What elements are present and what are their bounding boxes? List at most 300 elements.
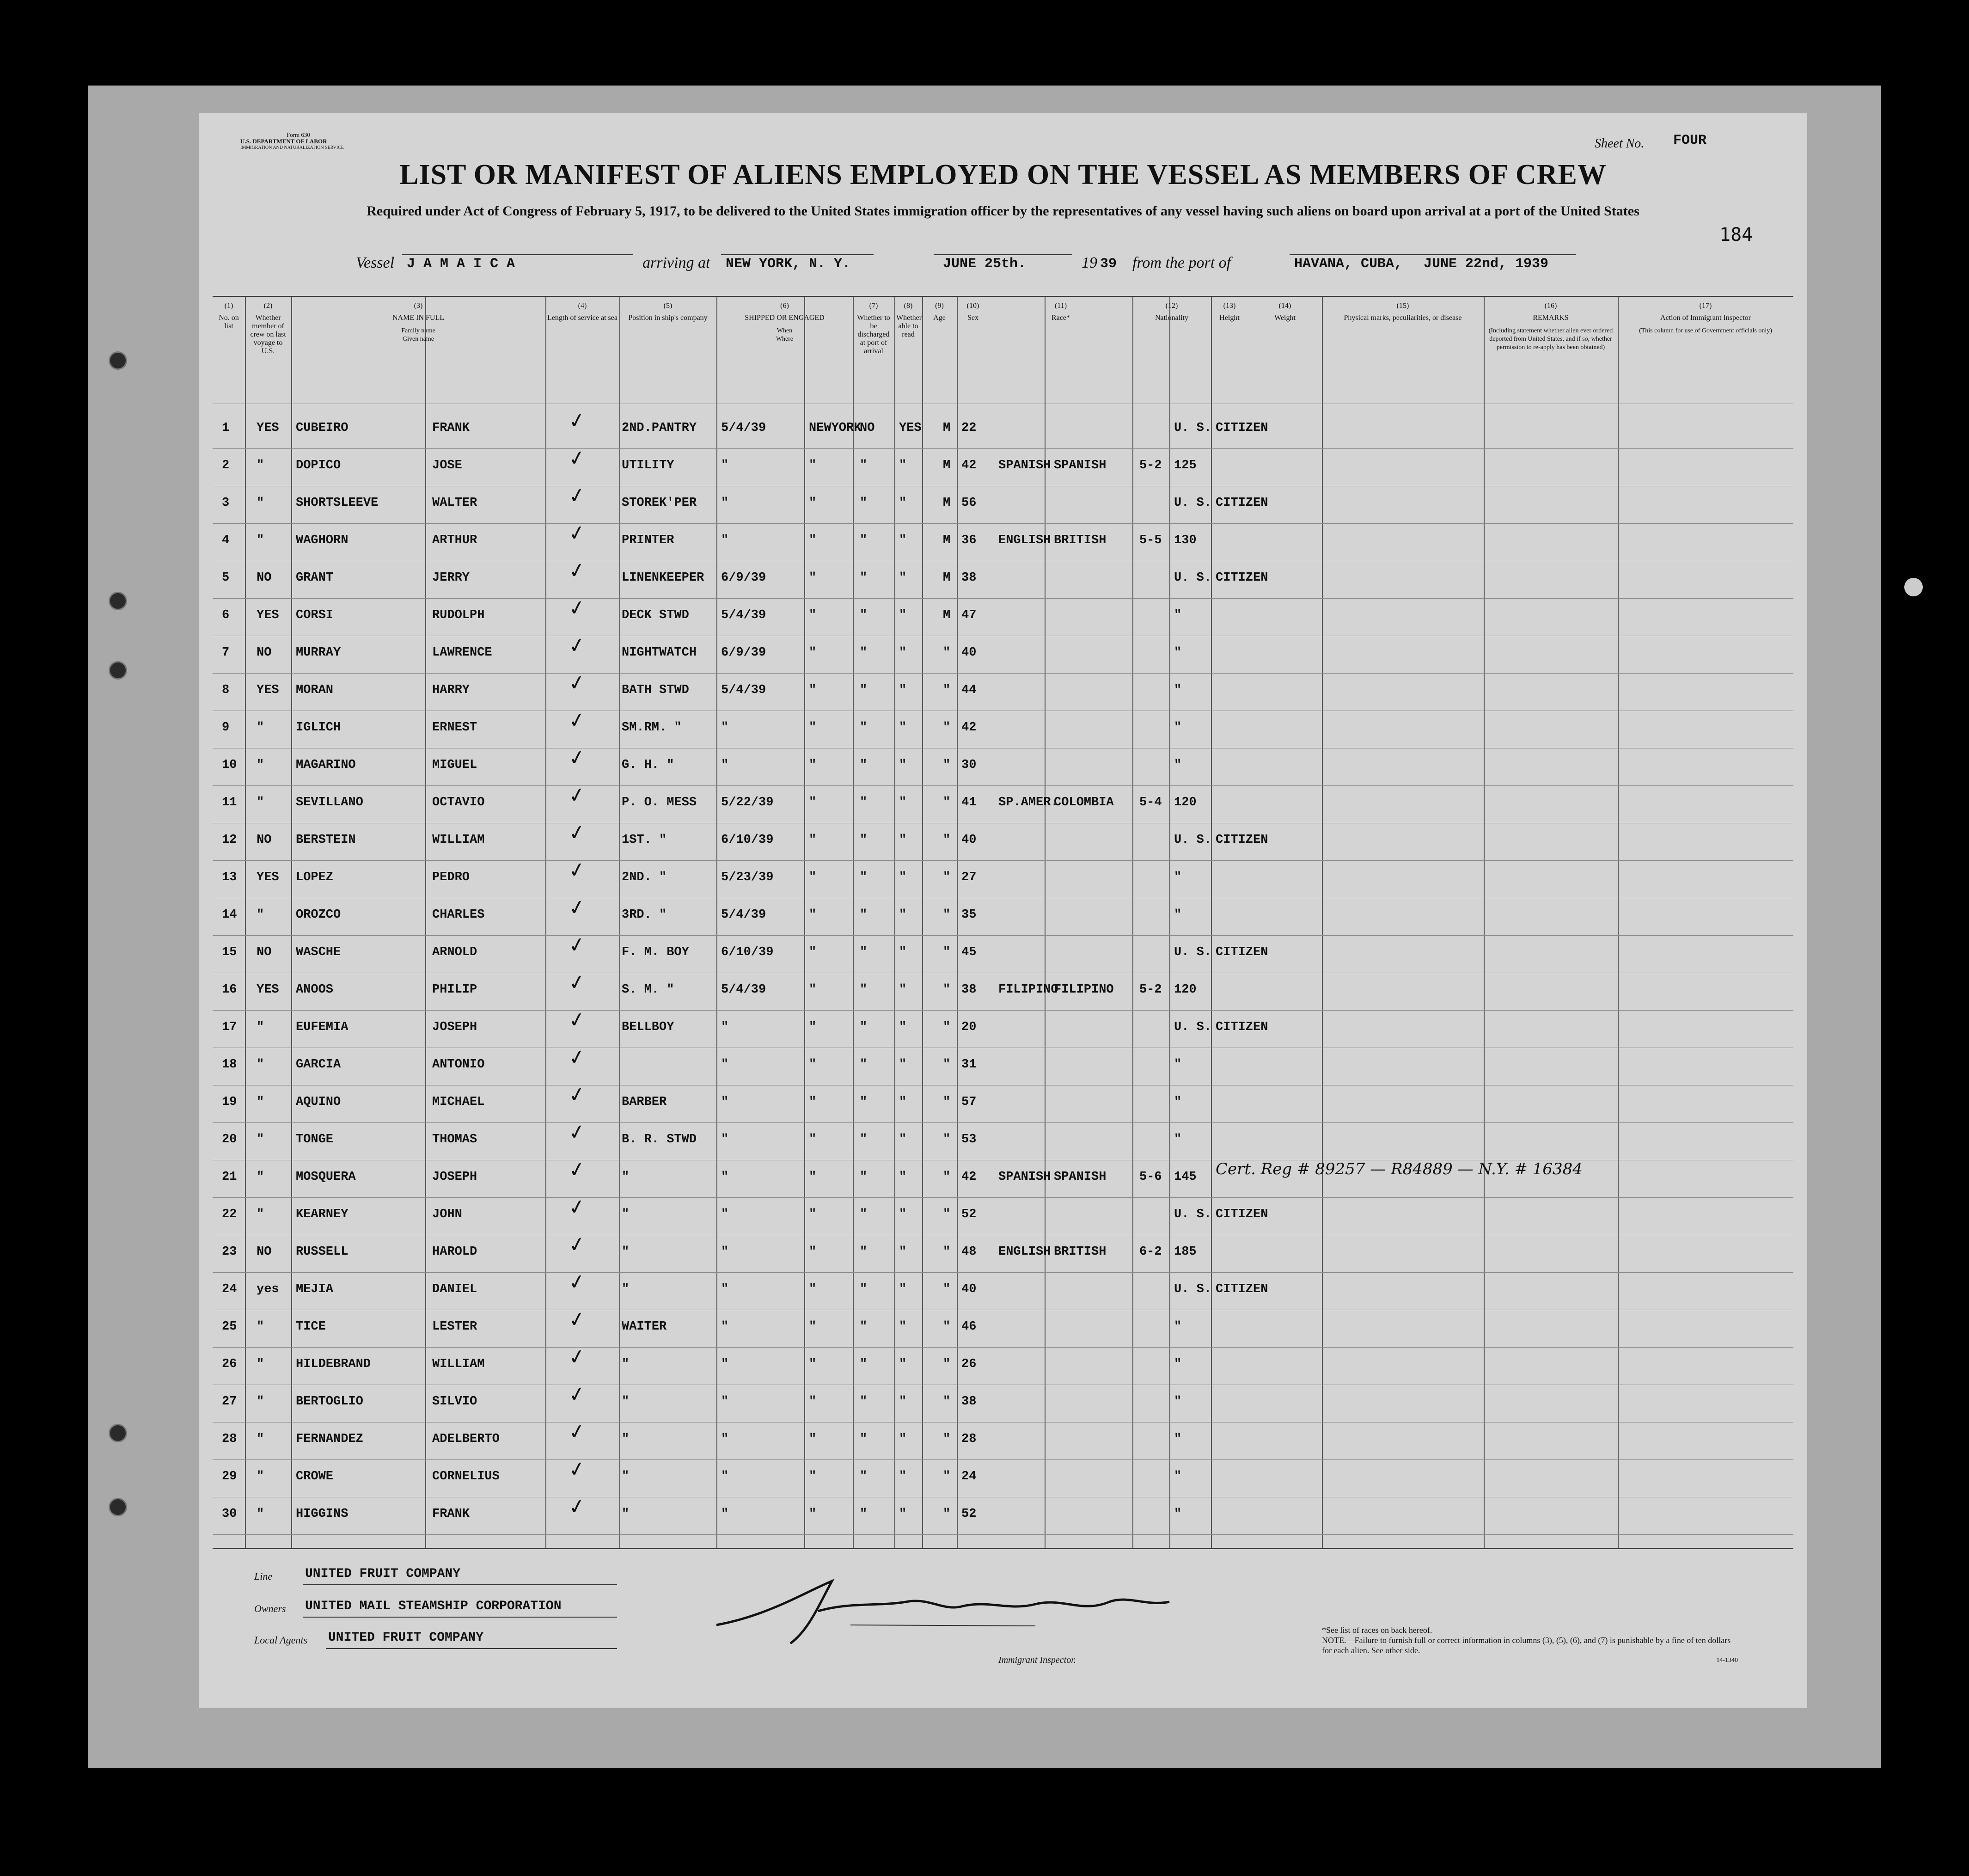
cell-prev: " [257, 1058, 264, 1072]
column-sublabel: Where [776, 336, 794, 343]
cell-age: 52 [961, 1208, 977, 1221]
cell-read: " [899, 646, 907, 660]
cell-disch: " [860, 983, 868, 997]
cell-prev: " [257, 496, 264, 510]
column-label: Nationality [1155, 314, 1188, 322]
cell-nat: SPANISH [1054, 1170, 1107, 1184]
cell-family: WAGHORN [296, 533, 349, 547]
cell-when: " [721, 1245, 729, 1259]
cell-no: 30 [222, 1507, 237, 1521]
cell-when: 5/4/39 [721, 983, 766, 997]
cell-sex: " [943, 758, 951, 772]
cell-read: " [899, 1357, 907, 1371]
punch-hole [109, 351, 127, 370]
cell-family: LOPEZ [296, 871, 334, 884]
cell-read: " [899, 608, 907, 622]
cell-prev: " [257, 796, 264, 809]
cell-disch: " [860, 1133, 868, 1146]
cell-weight: " [1174, 1133, 1182, 1146]
cell-age: 40 [961, 833, 977, 847]
table-row [213, 1194, 1793, 1237]
cell-sex: M [943, 571, 951, 585]
cell-weight: U. S. [1174, 1020, 1212, 1034]
column-number: (9) [935, 302, 944, 310]
cell-no: 10 [222, 758, 237, 772]
column-number: (1) [224, 302, 233, 310]
cell-prev: YES [257, 608, 279, 622]
cell-prev: " [257, 1320, 264, 1334]
cell-read: " [899, 459, 907, 472]
cell-disch: " [860, 533, 868, 547]
column-label: Age [933, 314, 946, 322]
column-label: Whether to be discharged at port of arrival [857, 314, 890, 355]
table-row [213, 782, 1793, 825]
column-label: Position in ship's company [628, 314, 708, 322]
cell-family: OROZCO [296, 908, 341, 922]
cell-where: " [809, 683, 817, 697]
cell-no: 22 [222, 1208, 237, 1221]
cell-given: MICHAEL [432, 1095, 485, 1109]
cell-no: 12 [222, 833, 237, 847]
table-row [213, 670, 1793, 712]
footer [213, 1565, 1793, 1704]
cell-sex: " [943, 646, 951, 660]
cell-where: " [809, 608, 817, 622]
cell-where: " [809, 646, 817, 660]
cell-where: " [809, 496, 817, 510]
cell-race: ENGLISH [998, 533, 1051, 547]
cell-read: " [899, 1245, 907, 1259]
cell-where: " [809, 871, 817, 884]
check-mark-icon: ✓ [566, 1381, 588, 1408]
table-row [213, 1082, 1793, 1124]
table-row [213, 895, 1793, 937]
column-number: (2) [263, 302, 273, 310]
cell-family: IGLICH [296, 721, 341, 735]
cell-prev: " [257, 1170, 264, 1184]
agents-label: Local Agents [254, 1634, 308, 1646]
cell-given: DANIEL [432, 1282, 477, 1296]
cell-marks: CITIZEN [1216, 571, 1268, 585]
check-mark-icon: ✓ [566, 1344, 588, 1370]
column-header [247, 302, 289, 356]
cell-no: 23 [222, 1245, 237, 1259]
cell-disch: " [860, 833, 868, 847]
column-sublabel: Given name [402, 336, 434, 343]
cell-weight: " [1174, 871, 1182, 884]
cell-age: 31 [961, 1058, 977, 1072]
cell-where: " [809, 945, 817, 959]
departure-date: JUNE 22nd, 1939 [1424, 256, 1549, 272]
cell-disch: " [860, 1320, 868, 1334]
table-row [213, 1456, 1793, 1499]
cell-prev: " [257, 1357, 264, 1371]
cell-where: " [809, 983, 817, 997]
cell-position: G. H. " [622, 758, 674, 772]
table-row [213, 1344, 1793, 1386]
cell-read: " [899, 1470, 907, 1484]
check-mark-icon: ✓ [566, 408, 588, 434]
cell-sex: " [943, 1058, 951, 1072]
cell-height: 5-2 [1139, 983, 1162, 997]
cell-sex: " [943, 1357, 951, 1371]
page-title: LIST OR MANIFEST OF ALIENS EMPLOYED ON THE VESSEL AS MEMBERS OF CREW [399, 159, 1607, 190]
cell-read: " [899, 1133, 907, 1146]
cell-given: SILVIO [432, 1395, 477, 1409]
cell-when: 5/4/39 [721, 683, 766, 697]
cell-no: 9 [222, 721, 230, 735]
cell-read: " [899, 1432, 907, 1446]
owners-value: UNITED MAIL STEAMSHIP CORPORATION [305, 1599, 562, 1613]
cell-weight: " [1174, 1470, 1182, 1484]
cell-given: WILLIAM [432, 1357, 485, 1371]
from-label: from the port of [1132, 254, 1231, 271]
cell-when: 5/4/39 [721, 421, 766, 435]
cell-read: " [899, 833, 907, 847]
cell-no: 21 [222, 1170, 237, 1184]
cell-position: BELLBOY [622, 1020, 674, 1034]
cell-disch: " [860, 1095, 868, 1109]
cell-prev: " [257, 1432, 264, 1446]
cell-sex: " [943, 1320, 951, 1334]
cell-given: JOHN [432, 1208, 462, 1221]
cell-marks: CITIZEN [1216, 1282, 1268, 1296]
cell-given: JOSEPH [432, 1170, 477, 1184]
column-header [718, 302, 851, 343]
cell-sex: " [943, 833, 951, 847]
cell-no: 28 [222, 1432, 237, 1446]
check-mark-icon: ✓ [566, 857, 588, 883]
cell-prev: YES [257, 683, 279, 697]
cell-no: 24 [222, 1282, 237, 1296]
cell-height: 5-2 [1139, 459, 1162, 472]
column-header [214, 302, 243, 331]
cell-disch: " [860, 459, 868, 472]
cell-family: AQUINO [296, 1095, 341, 1109]
cell-race: SPANISH [998, 1170, 1051, 1184]
table-row [213, 1232, 1793, 1274]
cell-no: 13 [222, 871, 237, 884]
cell-family: EUFEMIA [296, 1020, 349, 1034]
column-number: (8) [904, 302, 913, 310]
cell-read: " [899, 1507, 907, 1521]
cell-given: WALTER [432, 496, 477, 510]
arriving-port: NEW YORK, N. Y. [726, 256, 851, 272]
footer-notes [1322, 1625, 1738, 1666]
cell-where: " [809, 459, 817, 472]
cell-disch: " [860, 721, 868, 735]
penalty-note: NOTE.—Failure to furnish full or correct information in columns (3), (5), (6), and (7) is punishable by a fine of ten dollars for each alien. See other side. [1322, 1636, 1731, 1655]
sheet-value: FOUR [1673, 133, 1707, 148]
column-label: Length of service at sea [547, 314, 618, 322]
page-subtitle: Required under Act of Congress of February 5, 1917, to be delivered to the United States immigration officer by the representatives of any vessel having such aliens on board upon arrival at a port of the United States [367, 203, 1639, 219]
cell-sex: " [943, 1507, 951, 1521]
print-code: 14-1340 [1716, 1657, 1738, 1664]
sheet-label: Sheet No. [1595, 136, 1645, 151]
cell-where: " [809, 1058, 817, 1072]
cell-when: " [721, 1058, 729, 1072]
cell-weight: " [1174, 1357, 1182, 1371]
table-row [213, 1157, 1793, 1199]
cell-prev: NO [257, 945, 272, 959]
column-header [1620, 302, 1792, 335]
cell-sex: M [943, 608, 951, 622]
table-row [213, 1044, 1793, 1087]
cell-disch: " [860, 646, 868, 660]
column-label: Whether able to read [896, 314, 922, 338]
cell-position: WAITER [622, 1320, 667, 1334]
cell-age: 44 [961, 683, 977, 697]
cell-position: " [622, 1170, 630, 1184]
column-label: No. on list [219, 314, 239, 330]
cell-when: " [721, 758, 729, 772]
cell-given: LESTER [432, 1320, 477, 1334]
cell-weight: " [1174, 721, 1182, 735]
cell-weight: U. S. [1174, 571, 1212, 585]
cell-prev: " [257, 908, 264, 922]
cell-when: " [721, 1020, 729, 1034]
cell-where: " [809, 1133, 817, 1146]
cell-weight: 120 [1174, 796, 1197, 809]
cell-weight: 120 [1174, 983, 1197, 997]
cell-position: " [622, 1507, 630, 1521]
form-number: Form 630 [287, 131, 310, 138]
column-label: NAME IN FULL [392, 314, 444, 322]
check-mark-icon: ✓ [566, 595, 588, 621]
cell-age: 42 [961, 1170, 977, 1184]
cell-when: " [721, 1470, 729, 1484]
table-row [213, 520, 1793, 563]
cell-when: " [721, 1095, 729, 1109]
cell-race: FILIPINO [998, 983, 1058, 997]
cell-position: DECK STWD [622, 608, 689, 622]
cell-sex: M [943, 421, 951, 435]
cell-given: RUDOLPH [432, 608, 485, 622]
cell-given: HAROLD [432, 1245, 477, 1259]
column-number: (15) [1396, 302, 1409, 310]
column-label: Action of Immigrant Inspector [1660, 314, 1751, 322]
cell-disch: NO [860, 421, 875, 435]
table-row [213, 483, 1793, 525]
cell-height: 5-6 [1139, 1170, 1162, 1184]
check-mark-icon: ✓ [566, 932, 588, 958]
column-label: Sex [967, 314, 978, 322]
punch-hole [109, 661, 127, 680]
cell-when: " [721, 496, 729, 510]
column-number: (14) [1278, 302, 1291, 310]
cell-weight: " [1174, 1095, 1182, 1109]
table-row [213, 820, 1793, 862]
cell-given: FRANK [432, 421, 470, 435]
cell-family: KEARNEY [296, 1208, 349, 1221]
check-mark-icon: ✓ [566, 707, 588, 734]
cell-disch: " [860, 1470, 868, 1484]
cell-prev: " [257, 1020, 264, 1034]
cell-read: " [899, 1058, 907, 1072]
cell-no: 14 [222, 908, 237, 922]
cell-family: DOPICO [296, 459, 341, 472]
punch-hole [109, 1424, 127, 1442]
check-mark-icon: ✓ [566, 1232, 588, 1258]
cell-no: 26 [222, 1357, 237, 1371]
cell-prev: " [257, 758, 264, 772]
crew-table [213, 296, 1793, 1549]
voyage-line [199, 254, 1807, 282]
column-header [991, 302, 1131, 322]
column-header [1486, 302, 1616, 352]
table-row [213, 1494, 1793, 1536]
cell-prev: YES [257, 983, 279, 997]
check-mark-icon: ✓ [566, 1082, 588, 1108]
column-header [924, 302, 955, 322]
cell-position: UTILITY [622, 459, 674, 472]
check-mark-icon: ✓ [566, 1419, 588, 1445]
cell-marks: CITIZEN [1216, 421, 1268, 435]
cell-prev: NO [257, 833, 272, 847]
cell-where: " [809, 1320, 817, 1334]
cell-age: 20 [961, 1020, 977, 1034]
cell-race: SP.AMER. [998, 796, 1058, 809]
cell-weight: " [1174, 646, 1182, 660]
check-mark-icon: ✓ [566, 558, 588, 584]
cell-family: MORAN [296, 683, 334, 697]
column-header [293, 302, 544, 343]
cell-sex: M [943, 533, 951, 547]
table-row [213, 558, 1793, 600]
cell-given: ADELBERTO [432, 1432, 500, 1446]
column-header [1134, 302, 1209, 322]
cell-sex: " [943, 796, 951, 809]
cell-no: 7 [222, 646, 230, 660]
table-row [213, 1381, 1793, 1424]
cell-position: 3RD. " [622, 908, 667, 922]
cell-sex: " [943, 983, 951, 997]
cell-read: " [899, 1282, 907, 1296]
cell-age: 38 [961, 571, 977, 585]
arriving-label: arriving at [642, 254, 710, 271]
cell-position: 2ND.PANTRY [622, 421, 697, 435]
column-number: (16) [1544, 302, 1557, 310]
check-mark-icon: ✓ [566, 782, 588, 809]
cell-disch: " [860, 796, 868, 809]
cell-marks: CITIZEN [1216, 1020, 1268, 1034]
cell-family: MAGARINO [296, 758, 356, 772]
owners-label: Owners [254, 1603, 286, 1614]
year-value: 39 [1100, 256, 1117, 272]
cell-position: BATH STWD [622, 683, 689, 697]
check-mark-icon: ✓ [566, 1157, 588, 1183]
table-row [213, 1007, 1793, 1049]
cell-where: " [809, 1470, 817, 1484]
column-label: Physical marks, peculiarities, or disease [1344, 314, 1462, 322]
cell-read: " [899, 1208, 907, 1221]
cell-weight: U. S. [1174, 496, 1212, 510]
cell-position: P. O. MESS [622, 796, 697, 809]
cell-sex: " [943, 1020, 951, 1034]
cell-position: PRINTER [622, 533, 674, 547]
cell-family: GRANT [296, 571, 334, 585]
cell-family: HIGGINS [296, 1507, 349, 1521]
line-value: UNITED FRUIT COMPANY [305, 1567, 461, 1581]
cell-age: 24 [961, 1470, 977, 1484]
cell-read: " [899, 496, 907, 510]
cell-weight: 185 [1174, 1245, 1197, 1259]
cell-weight: 145 [1174, 1170, 1197, 1184]
check-mark-icon: ✓ [566, 745, 588, 771]
column-header [855, 302, 893, 356]
cell-no: 29 [222, 1470, 237, 1484]
service: IMMIGRATION AND NATURALIZATION SERVICE [240, 145, 344, 150]
cell-family: SEVILLANO [296, 796, 363, 809]
check-mark-icon: ✓ [566, 969, 588, 996]
table-row [213, 745, 1793, 787]
column-number: (10) [966, 302, 979, 310]
cell-marks: CITIZEN [1216, 1208, 1268, 1221]
cell-when: " [721, 1395, 729, 1409]
column-label: Height [1219, 314, 1240, 322]
column-header [959, 302, 987, 322]
cell-family: ANOOS [296, 983, 334, 997]
cell-no: 8 [222, 683, 230, 697]
cell-where: " [809, 1395, 817, 1409]
cell-when: " [721, 721, 729, 735]
cell-when: 5/23/39 [721, 871, 774, 884]
cell-read: " [899, 533, 907, 547]
cell-age: 46 [961, 1320, 977, 1334]
cell-position: B. R. STWD [622, 1133, 697, 1146]
cell-prev: " [257, 1095, 264, 1109]
cell-family: MURRAY [296, 646, 341, 660]
cell-sex: " [943, 721, 951, 735]
cell-when: " [721, 1507, 729, 1521]
vessel-label: Vessel [356, 254, 395, 271]
cell-disch: " [860, 1357, 868, 1371]
cell-weight: 125 [1174, 459, 1197, 472]
cell-where: " [809, 1170, 817, 1184]
column-label: Race* [1052, 314, 1070, 322]
cell-age: 30 [961, 758, 977, 772]
cell-read: YES [899, 421, 922, 435]
cell-read: " [899, 571, 907, 585]
cell-family: FERNANDEZ [296, 1432, 363, 1446]
cell-nat: BRITISH [1054, 533, 1107, 547]
agents-value: UNITED FRUIT COMPANY [328, 1631, 484, 1645]
check-mark-icon: ✓ [566, 1194, 588, 1220]
cell-no: 1 [222, 421, 230, 435]
column-header [621, 302, 715, 322]
cell-position: BARBER [622, 1095, 667, 1109]
cell-prev: " [257, 533, 264, 547]
cell-weight: " [1174, 1507, 1182, 1521]
cell-position: 1ST. " [622, 833, 667, 847]
cell-prev: " [257, 1133, 264, 1146]
cell-when: " [721, 1282, 729, 1296]
cell-where: " [809, 1282, 817, 1296]
column-sublabel: When [777, 327, 793, 334]
column-number: (17) [1699, 302, 1712, 310]
cell-where: " [809, 1095, 817, 1109]
punch-hole [109, 1498, 127, 1516]
cell-where: " [809, 571, 817, 585]
cell-position: F. M. BOY [622, 945, 689, 959]
cell-when: " [721, 1133, 729, 1146]
departure-port: HAVANA, CUBA, [1294, 256, 1403, 272]
cell-when: " [721, 1357, 729, 1371]
cell-read: " [899, 908, 907, 922]
cell-sex: " [943, 1432, 951, 1446]
cell-when: 6/9/39 [721, 571, 766, 585]
cell-no: 2 [222, 459, 230, 472]
